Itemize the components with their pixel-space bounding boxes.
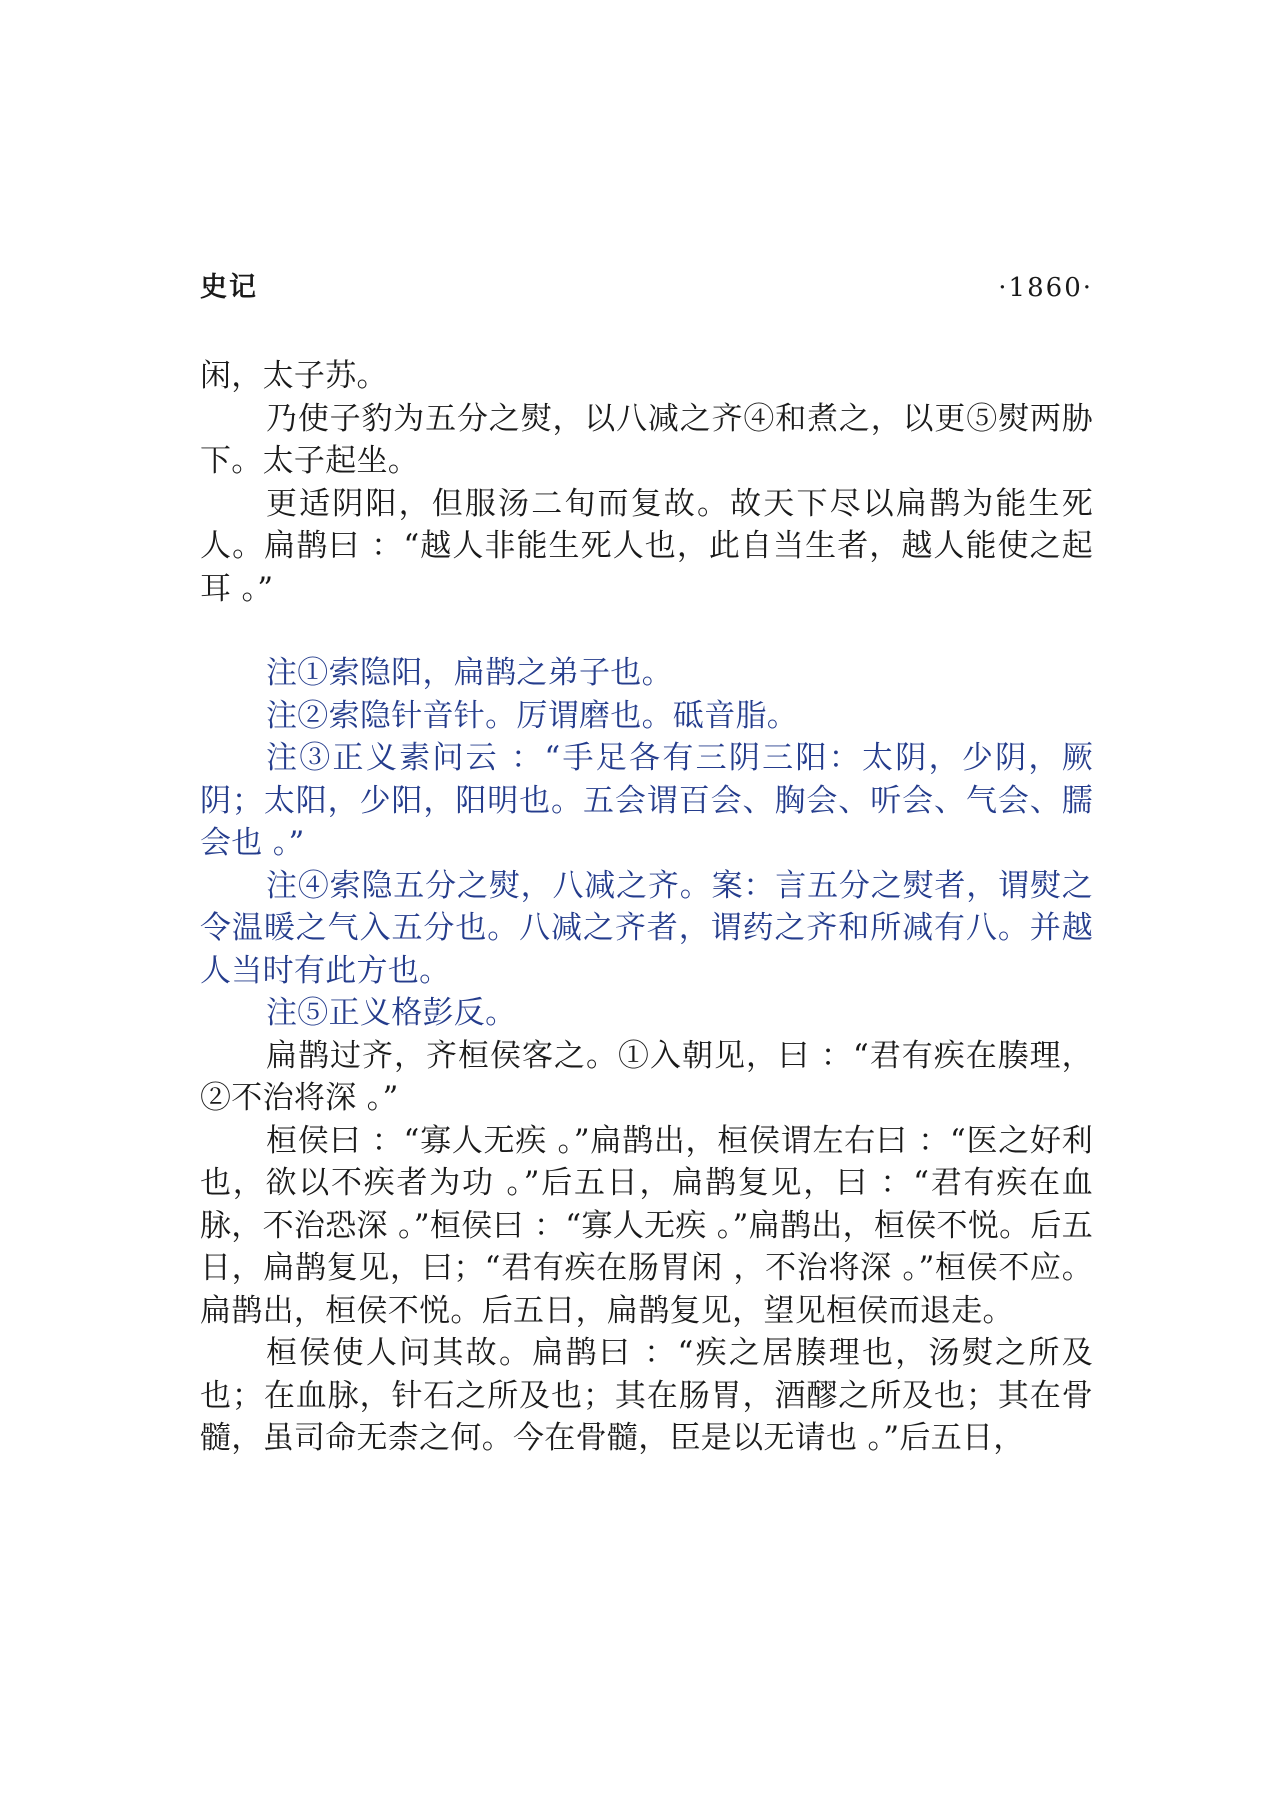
annotation-note: 注④索隐五分之熨，八减之齐。案：言五分之熨者，谓熨之令温暖之气入五分也。八减之齐者，谓药之齐和所减有八。并越人当时有此方也。 [200, 867, 1093, 989]
paragraph: 乃使子豹为五分之熨，以八减之齐④和煮之，以更⑤熨两胁下。太子起坐。 [200, 400, 1093, 479]
paragraph: 更适阴阳，但服汤二旬而复故。故天下尽以扁鹊为能生死人。扁鹊曰 ：“越人非能生死人也，此自当生者，越人能使之起耳 。” [200, 485, 1093, 607]
annotation-note: 注③正义素问云 ：“手足各有三阴三阳：太阴，少阴，厥阴；太阳，少阳，阳明也。五会谓百会、胸会、听会、气会、臑会也 。” [200, 740, 1093, 861]
annotation-note: 注②索隐针音针。厉谓磨也。砥音脂。 [266, 697, 799, 734]
annotation-note: 注⑤正义格彭反。 [266, 995, 517, 1031]
page-number: ·1860· [998, 273, 1093, 303]
paragraph-continuation: 闲，太子苏。 [200, 358, 388, 394]
paragraph: 扁鹊过齐，齐桓侯客之。①入朝见，曰 ：“君有疾在腠理，②不治将深 。” [200, 1037, 1093, 1116]
page-body [200, 355, 1093, 1460]
paragraph: 桓侯曰 ：“寡人无疾 。”扁鹊出，桓侯谓左右曰 ：“医之好利也，欲以不疾者为功 。”后五日，扁鹊复见，曰 ：“君有疾在血脉，不治恐深 。”桓侯曰 ：“寡人无疾 。”扁鹊出，桓侯不悦。后五日，扁鹊复见，曰；“君有疾在肠胃闲 ，不治将深 。”桓侯不应。扁鹊出，桓侯不悦。后五日，扁鹊复见，望见桓侯而退走。 [200, 1122, 1094, 1329]
section-gap [200, 610, 1093, 652]
annotation-note: 注①索隐阳，扁鹊之弟子也。 [266, 655, 673, 691]
book-title: 史记 [200, 272, 258, 303]
paragraph: 桓侯使人问其故。扁鹊曰 ：“疾之居腠理也，汤熨之所及也；在血脉，针石之所及也；其在肠胃，酒醪之所及也；其在骨髓，虽司命无柰之何。今在骨髓，臣是以无请也 。”后五日， [200, 1335, 1093, 1456]
page-header [200, 266, 1093, 310]
